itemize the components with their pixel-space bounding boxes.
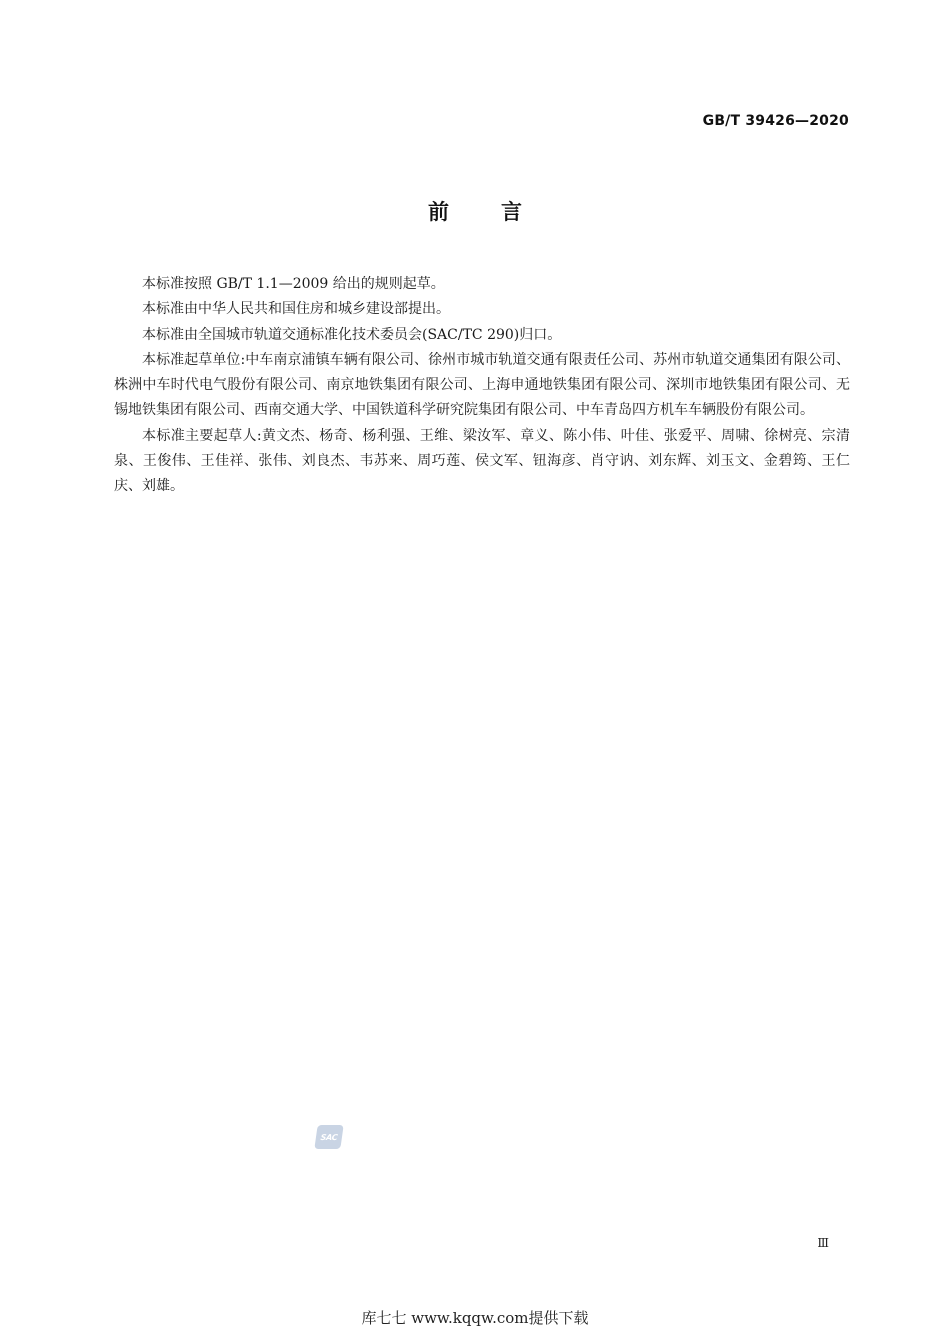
page-title: 前言: [428, 200, 574, 224]
standard-number: GB/T 39426—2020: [702, 113, 849, 129]
paragraph-drafting-units: 本标准起草单位:中车南京浦镇车辆有限公司、徐州市城市轨道交通有限责任公司、苏州市轨道交通集团有限公司、株洲中车时代电气股份有限公司、南京地铁集团有限公司、上海申通地铁集团有限公司、深圳市地铁集团有限公司、无锡地铁集团有限公司、西南交通大学、中国铁道科学研究院集团有限公司、中车青岛四方机车车辆股份有限公司。: [114, 351, 850, 419]
sac-watermark-logo: [314, 1125, 343, 1149]
paragraph-proposer: 本标准由中华人民共和国住房和城乡建设部提出。: [142, 301, 450, 318]
page-number: Ⅲ: [817, 1236, 829, 1250]
download-source-footer: 库七七 www.kqqw.com提供下载: [361, 1309, 589, 1327]
paragraph-drafting-rules: 本标准按照 GB/T 1.1—2009 给出的规则起草。: [142, 276, 445, 292]
foreword-body: [114, 272, 850, 500]
sac-watermark-text: SAC: [320, 1132, 338, 1142]
paragraph-centralized-management: 本标准由全国城市轨道交通标准化技术委员会(SAC/TC 290)归口。: [142, 326, 562, 343]
paragraph-main-drafters: 本标准主要起草人:黄文杰、杨奇、杨利强、王维、梁汝军、章义、陈小伟、叶佳、张爱平、周啸、徐树亮、宗清泉、王俊伟、王佳祥、张伟、刘良杰、韦苏来、周巧莲、侯文军、钮海彦、肖守讷、刘东辉、刘玉文、金碧筠、王仁庆、刘雄。: [114, 427, 850, 495]
